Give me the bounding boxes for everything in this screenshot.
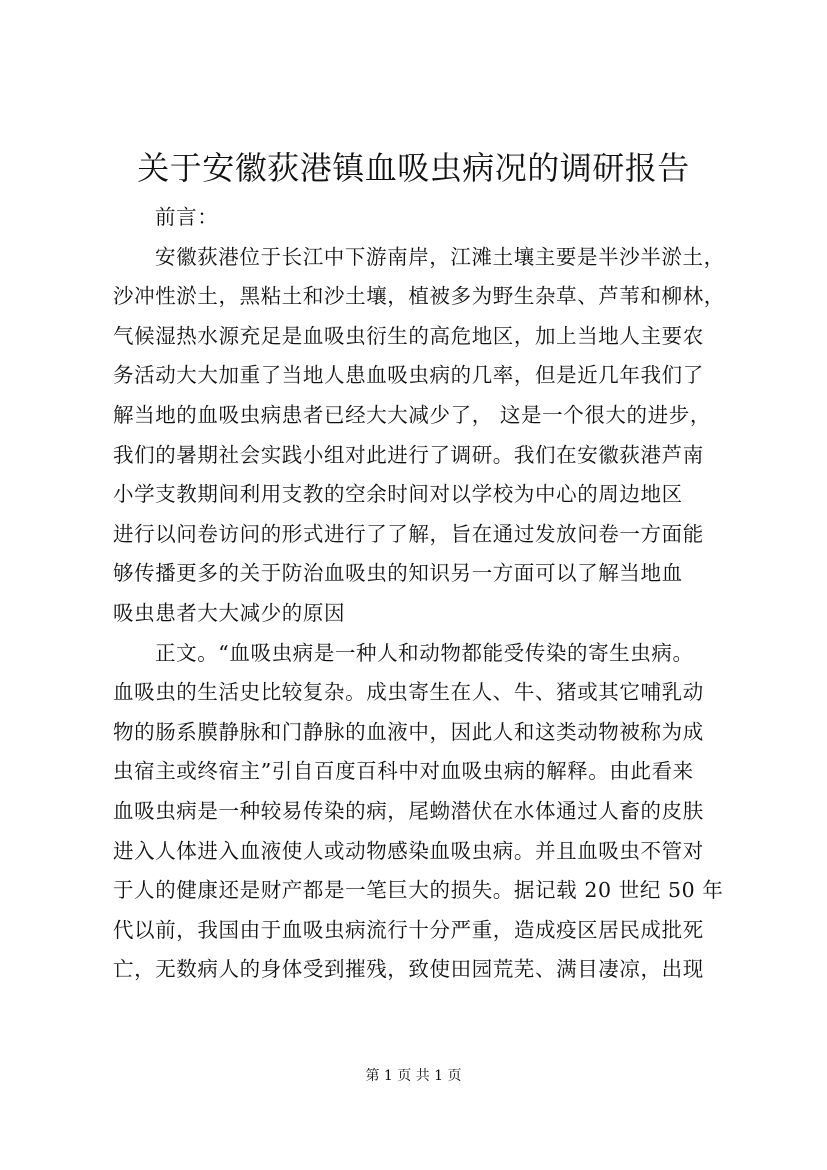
document-title: 关于安徽荻港镇血吸虫病况的调研报告	[137, 149, 690, 187]
text-line: 小学支教期间利用支教的空余时间对以学校为中心的周边地区	[113, 482, 683, 507]
text-line: 前言：	[155, 205, 219, 229]
text-line: 吸虫患者大大减少的原因	[113, 600, 346, 625]
text-line: 血吸虫的生活史比较复杂。成虫寄生在人、牛、猪或其它哺乳动	[113, 680, 704, 705]
text-line: 亡，无数病人的身体受到摧残，致使田园荒芜、满目凄凉，出现	[113, 957, 704, 982]
text-line: 解当地的血吸虫病患者已经大大减少了， 这是一个很大的进步，	[113, 402, 711, 427]
text-line: 虫宿主或终宿主”引自百度百科中对血吸虫病的解释。由此看来	[113, 759, 694, 784]
text-line: 正文。“血吸虫病是一种人和动物都能受传染的寄生虫病。	[155, 640, 694, 665]
text-line: 我们的暑期社会实践小组对此进行了调研。我们在安徽荻港芦南	[113, 442, 704, 467]
text-line: 安徽荻港位于长江中下游南岸，江滩土壤主要是半沙半淤土，	[155, 244, 725, 269]
page-footer: 第 1 页 共 1 页	[365, 1068, 462, 1084]
text-line: 物的肠系膜静脉和门静脉的血液中，因此人和这类动物被称为成	[113, 719, 704, 744]
text-line: 务活动大大加重了当地人患血吸虫病的几率，但是近几年我们了	[113, 363, 704, 388]
text-line: 够传播更多的关于防治血吸虫的知识另一方面可以了解当地血	[113, 561, 683, 586]
text-line: 气候湿热水源充足是血吸虫衍生的高危地区，加上当地人主要农	[113, 323, 704, 348]
text-line: 代以前，我国由于血吸虫病流行十分严重，造成疫区居民成批死	[113, 917, 704, 942]
text-line: 于人的健康还是财产都是一笔巨大的损失。据记载 20 世纪 50 年	[113, 878, 724, 903]
text-line: 沙冲性淤土，黑粘土和沙土壤，植被多为野生杂草、芦苇和柳林，	[113, 284, 725, 309]
text-line: 血吸虫病是一种较易传染的病，尾蚴潜伏在水体通过人畜的皮肤	[113, 798, 704, 823]
document-body	[113, 198, 735, 990]
text-line: 进行以问卷访问的形式进行了了解，旨在通过发放问卷一方面能	[113, 521, 704, 546]
text-line: 进入人体进入血液使人或动物感染血吸虫病。并且血吸虫不管对	[113, 838, 704, 863]
